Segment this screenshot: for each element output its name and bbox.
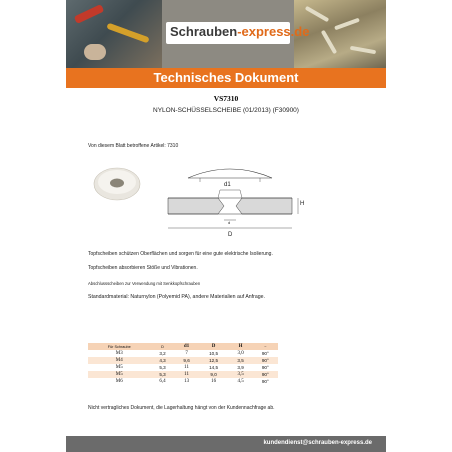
table-row: [88, 371, 278, 378]
table-cell: 12,5: [199, 357, 229, 364]
table-cell: 7: [185, 351, 188, 356]
table-cell: 3,0: [237, 351, 244, 356]
description-line-1: Topfscheiben schützen Oberflächen und sorgen für eine gute elektrische Isolierung.: [88, 251, 273, 257]
table-row: [88, 364, 278, 371]
table-cell: 3,2: [159, 351, 166, 356]
table-cell: M5: [115, 365, 123, 370]
table-cell: M5: [88, 371, 151, 378]
table-cell: 90°: [261, 379, 269, 384]
table-cell: M4: [88, 357, 151, 364]
tool-shaft-shape: [106, 23, 149, 44]
column-header: d1: [175, 343, 199, 350]
document-type-title: Technisches Dokument: [66, 68, 386, 88]
column-header: H: [229, 343, 253, 350]
table-row: [88, 350, 278, 357]
table-cell: 13: [184, 379, 190, 384]
table-row: [88, 357, 278, 364]
column-header: D: [199, 343, 229, 350]
table-cell: 3,5: [229, 357, 253, 364]
document-page: [66, 0, 386, 452]
screw-shape: [321, 30, 337, 55]
disclaimer-text: Nicht vertragliches Dokument, die Lagerhaltung hängt von der Kundennachfrage ab.: [88, 405, 275, 411]
table-cell: 9,6: [175, 357, 199, 364]
technical-drawing: [158, 158, 308, 238]
table-cell: 5,3: [159, 365, 166, 370]
column-header: Für Schraube: [88, 343, 151, 350]
column-header: ~: [253, 343, 278, 350]
washer-photo: [92, 162, 142, 202]
table-cell: 90°: [253, 371, 278, 378]
tool-handle-shape: [74, 4, 105, 24]
table-cell: 90°: [253, 357, 278, 364]
table-cell: 90°: [261, 365, 269, 370]
table-cell: 9,0: [199, 371, 229, 378]
dimension-label-d1: d1: [224, 182, 231, 188]
dimensions-table: [88, 343, 278, 385]
customer-service-email-link[interactable]: kundendienst@schrauben-express.de: [263, 440, 372, 446]
table-cell: 14,5: [209, 365, 219, 370]
table-cell: 4,5: [237, 379, 244, 384]
logo-text-accent: -express.de: [237, 24, 310, 39]
document-subtitle: NYLON-SCHÜSSELSCHEIBE (01/2013) (F30900): [153, 107, 299, 114]
table-cell: 3,5: [229, 371, 253, 378]
table-cell: 4,3: [151, 357, 175, 364]
dimension-label-big-d: D: [228, 232, 233, 238]
table-cell: 6,4: [159, 379, 166, 384]
screw-shape: [305, 6, 330, 22]
screw-shape: [350, 46, 376, 54]
screw-shape: [334, 18, 360, 31]
hand-shape: [84, 44, 106, 60]
table-header-row: [88, 343, 278, 350]
workshop-photo: [66, 0, 162, 68]
table-cell: 10,5: [209, 351, 219, 356]
table-cell: 3,9: [237, 365, 244, 370]
description-line-3: Abschlussscheiben zur Verwendung mit Senkkopfschrauben: [88, 281, 201, 286]
footer-bar: [66, 436, 386, 452]
table-cell: 5,3: [151, 371, 175, 378]
standard-material-text: Standardmaterial: Naturnylon (Polyemid PA), andere Materialien auf Anfrage.: [88, 294, 265, 300]
header-banner: [66, 0, 386, 68]
table-cell: 16: [211, 379, 217, 384]
dimension-label-h: H: [300, 201, 305, 207]
table-cell: M3: [115, 351, 123, 356]
table-cell: 11: [175, 371, 199, 378]
column-header: D: [151, 343, 175, 350]
brand-logo[interactable]: [170, 24, 309, 39]
table-cell: 90°: [261, 351, 269, 356]
dimension-label-small-d: d: [228, 220, 231, 225]
document-number: VS7310: [213, 94, 239, 103]
table-cell: M6: [115, 379, 123, 384]
description-line-2: Topfscheiben absorbieren Stöße und Vibrationen.: [88, 265, 198, 271]
table-row: [88, 378, 278, 385]
table-cell: 11: [184, 365, 189, 370]
logo-text-main: Schrauben: [170, 24, 238, 39]
affected-articles-text: Von diesem Blatt betroffene Artikel: 7310: [88, 143, 179, 149]
